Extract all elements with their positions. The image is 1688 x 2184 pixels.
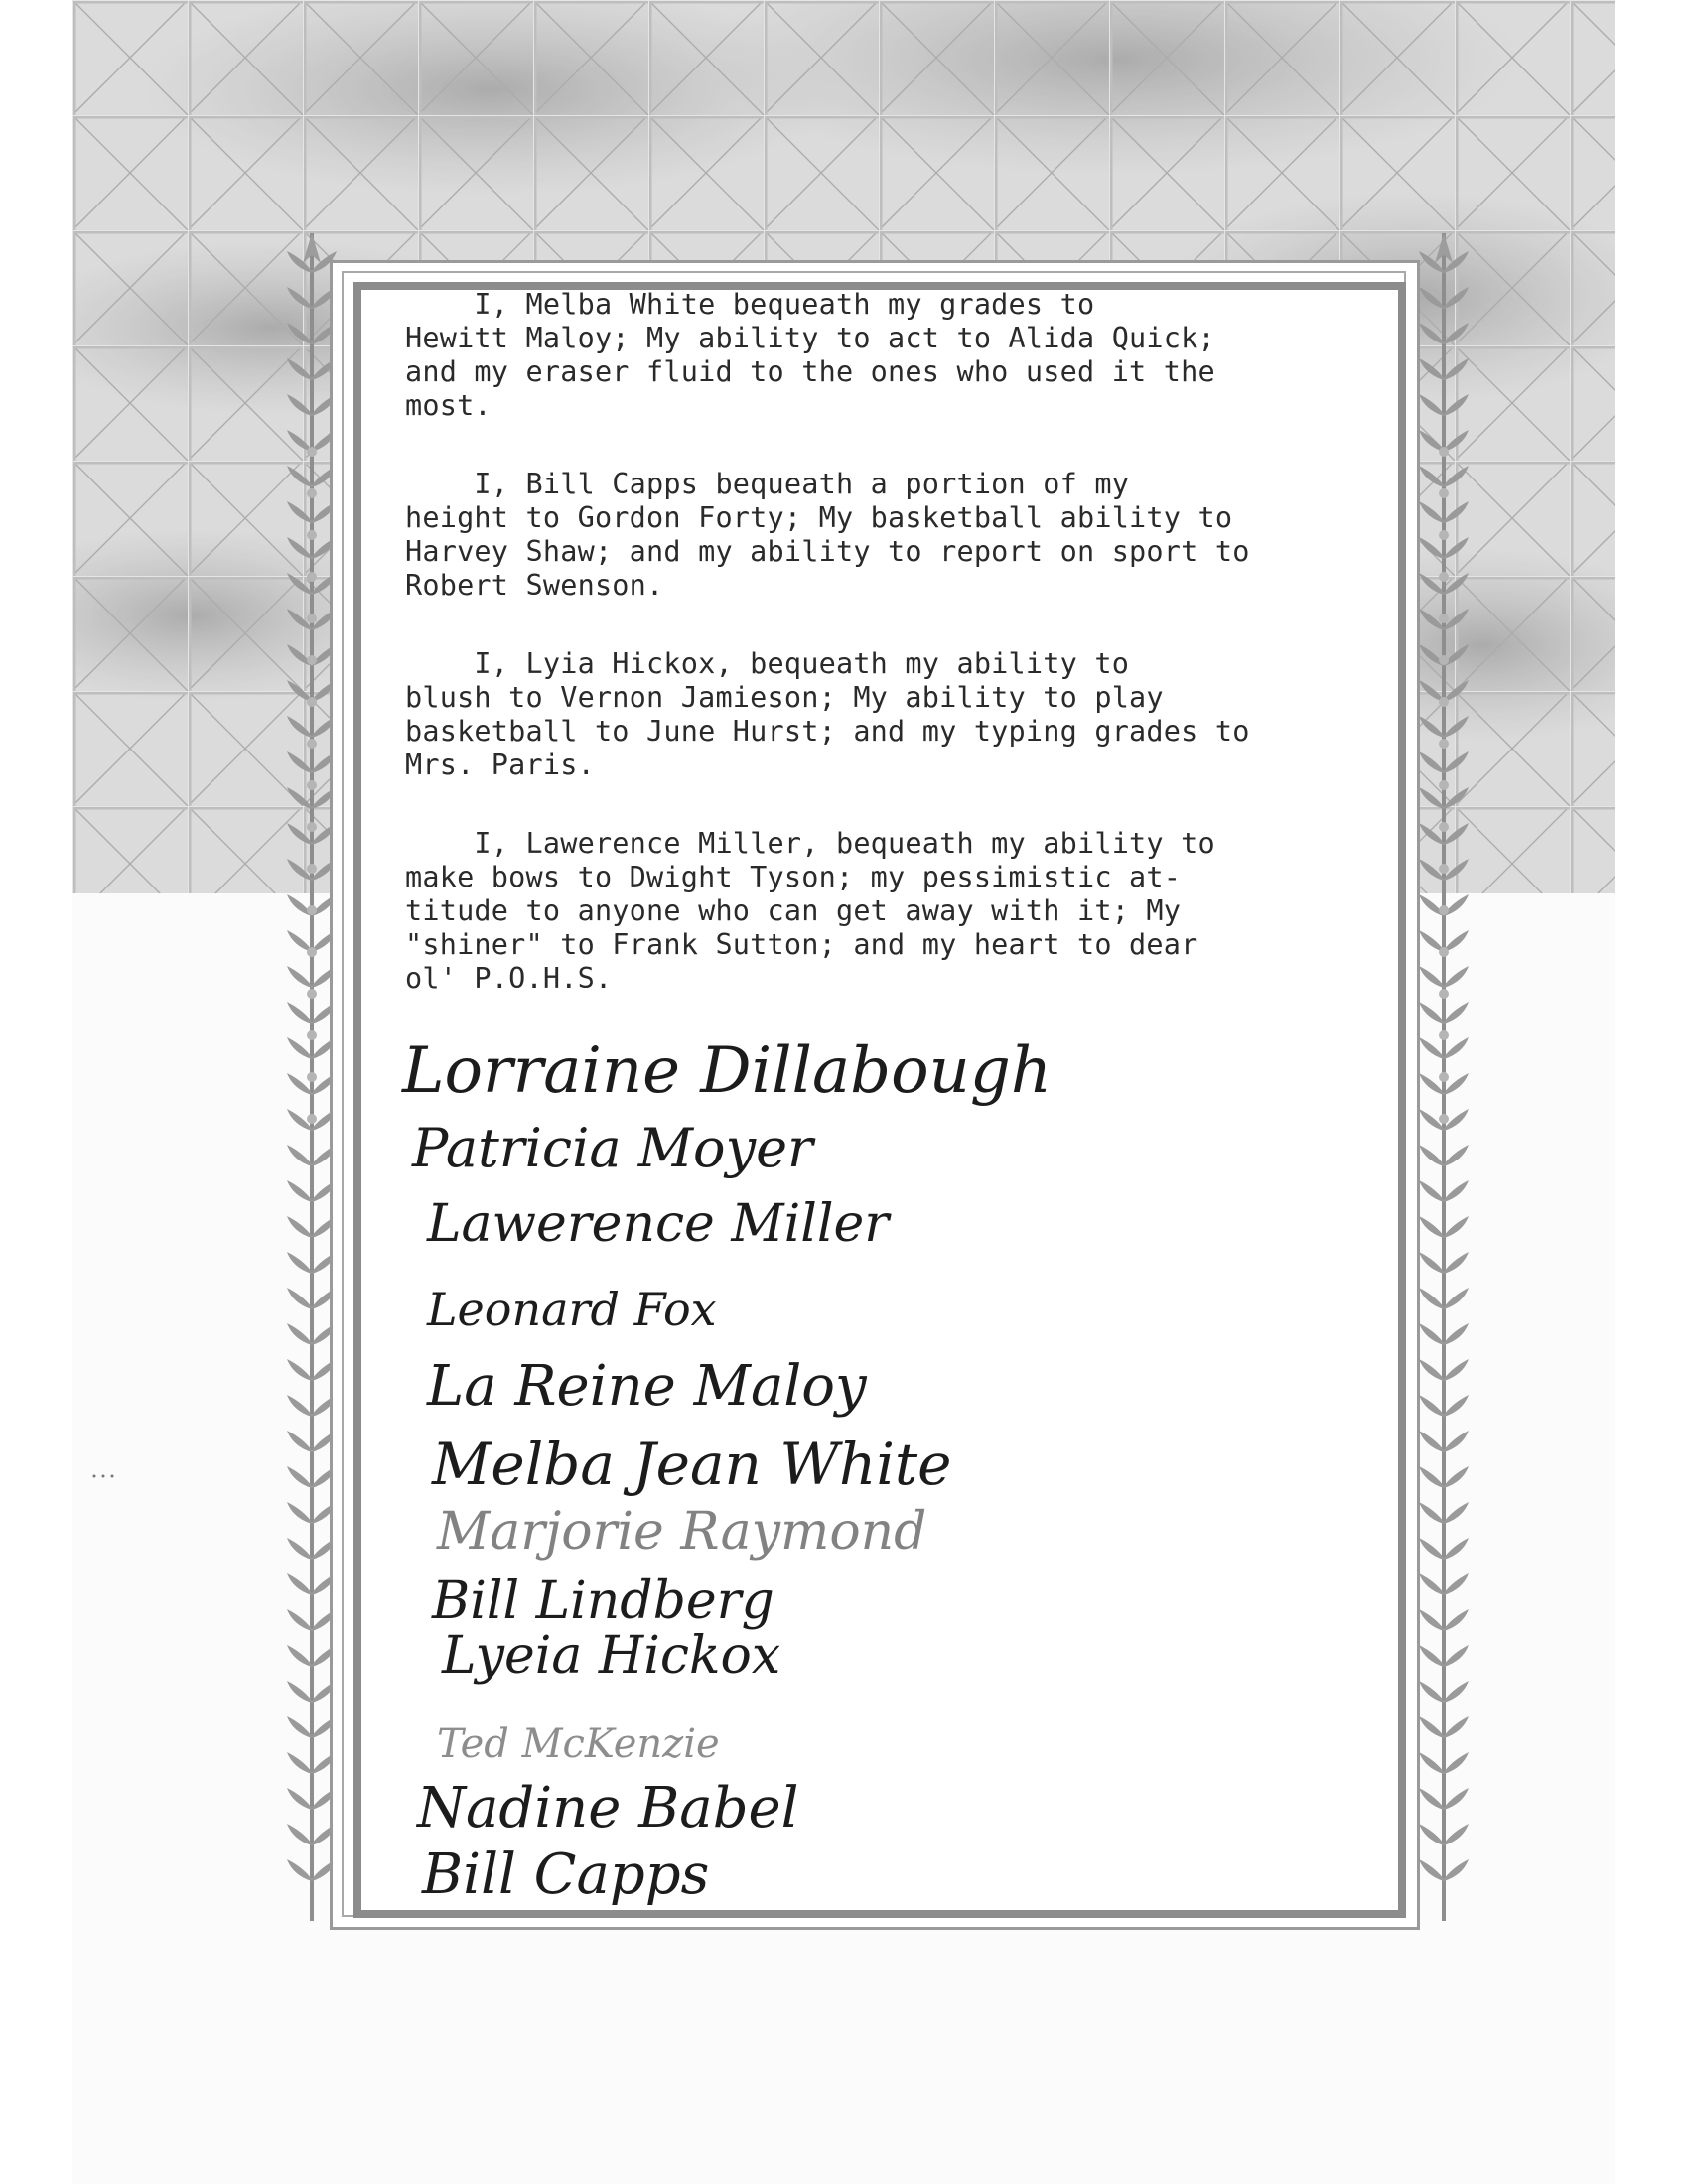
laurel-leaf: [1444, 501, 1469, 523]
laurel-leaf: [287, 1752, 312, 1774]
laurel-leaf: [287, 1288, 312, 1309]
laurel-leaf: [287, 751, 312, 773]
laurel-leaf: [1444, 1645, 1469, 1667]
laurel-leaf: [1444, 394, 1469, 416]
laurel-leaf: [287, 1002, 312, 1024]
laurel-leaf: [287, 1573, 312, 1595]
laurel-leaf: [287, 1252, 312, 1274]
signature: Patricia Moyer: [412, 1117, 813, 1179]
laurel-leaf: [287, 1037, 312, 1059]
signature: Bill Capps: [422, 1843, 710, 1907]
laurel-bead: [307, 1114, 317, 1124]
laurel-bead: [307, 614, 317, 623]
signature: Ted McKenzie: [437, 1721, 720, 1767]
laurel-bead: [1439, 572, 1449, 582]
laurel-leaf: [1444, 1788, 1469, 1810]
laurel-bead: [307, 530, 317, 540]
laurel-leaf: [287, 1323, 312, 1345]
laurel-bead: [307, 780, 317, 790]
laurel-bead: [307, 905, 317, 915]
laurel-leaf: [1444, 1466, 1469, 1488]
laurel-leaf: [287, 537, 312, 559]
laurel-bead: [307, 447, 317, 457]
laurel-leaf: [287, 1824, 312, 1845]
laurel-leaf: [287, 1681, 312, 1703]
signature: Leonard Fox: [427, 1283, 717, 1336]
laurel-bead: [1439, 739, 1449, 749]
laurel-leaf: [1444, 716, 1469, 738]
laurel-bead: [1439, 1072, 1449, 1082]
laurel-leaf: [1419, 287, 1444, 309]
signature-list: [397, 1037, 1370, 1911]
laurel-leaf: [1419, 1431, 1444, 1452]
laurel-leaf: [287, 323, 312, 344]
laurel-bead: [1439, 530, 1449, 540]
laurel-leaf: [1444, 1609, 1469, 1631]
laurel-bead: [1439, 614, 1449, 623]
laurel-leaf: [1444, 1216, 1469, 1238]
laurel-leaf: [1444, 287, 1469, 309]
laurel-border-right: [1415, 233, 1473, 1921]
laurel-leaf: [1419, 1824, 1444, 1845]
laurel-leaf: [1419, 394, 1444, 416]
laurel-leaf: [1419, 1359, 1444, 1381]
laurel-leaf: [1444, 1573, 1469, 1595]
laurel-leaf: [1419, 966, 1444, 988]
laurel-leaf: [287, 466, 312, 487]
laurel-leaf: [287, 358, 312, 380]
laurel-leaf: [287, 1716, 312, 1738]
laurel-bead: [1439, 447, 1449, 457]
laurel-leaf: [1419, 358, 1444, 380]
laurel-leaf: [1444, 1431, 1469, 1452]
laurel-bead: [1439, 1030, 1449, 1040]
laurel-leaf: [1419, 716, 1444, 738]
laurel-leaf: [1419, 1395, 1444, 1417]
laurel-leaf: [1419, 1859, 1444, 1881]
laurel-leaf: [287, 1466, 312, 1488]
laurel-leaf: [1419, 1752, 1444, 1774]
laurel-leaf: [287, 787, 312, 809]
laurel-leaf: [1444, 537, 1469, 559]
laurel-bead: [307, 1030, 317, 1040]
laurel-bead: [1439, 989, 1449, 999]
bequest-melba-white: I, Melba White bequeath my grades to Hewitt Maloy; My ability to act to Alida Quick; and my eraser fluid to the ones who used it the most.: [405, 288, 1215, 422]
laurel-leaf: [1419, 1288, 1444, 1309]
laurel-bead: [307, 1072, 317, 1082]
laurel-bead: [1439, 488, 1449, 498]
laurel-leaf: [287, 1538, 312, 1560]
laurel-leaf: [1444, 1002, 1469, 1024]
laurel-bead: [1439, 655, 1449, 665]
laurel-leaf: [1419, 1037, 1444, 1059]
laurel-leaf: [1419, 1323, 1444, 1345]
laurel-leaf: [287, 1180, 312, 1202]
bequest-bill-capps: I, Bill Capps bequeath a portion of my height to Gordon Forty; My basketball ability to Harvey Shaw; and my ability to report on sport to Robert Swenson.: [405, 468, 1250, 602]
laurel-bead: [1439, 864, 1449, 874]
laurel-leaf: [1444, 787, 1469, 809]
laurel-leaf: [1444, 1323, 1469, 1345]
signature: Lawerence Miller: [427, 1194, 890, 1254]
laurel-bead: [307, 822, 317, 832]
laurel-leaf: [1444, 1502, 1469, 1524]
laurel-leaf: [1419, 1788, 1444, 1810]
handwritten-signatures: [397, 1037, 1370, 1911]
laurel-leaf: [1444, 358, 1469, 380]
laurel-bead: [1439, 822, 1449, 832]
laurel-leaf: [1444, 751, 1469, 773]
laurel-leaf: [1419, 1502, 1444, 1524]
laurel-bead: [1439, 780, 1449, 790]
typed-text-block: [405, 288, 1408, 1040]
laurel-leaf: [287, 1859, 312, 1881]
signature: Bill Lindberg: [432, 1571, 774, 1631]
laurel-leaf: [1444, 1288, 1469, 1309]
laurel-leaf: [287, 1145, 312, 1166]
laurel-leaf: [287, 966, 312, 988]
laurel-leaf: [1419, 1252, 1444, 1274]
laurel-leaf: [1419, 1573, 1444, 1595]
laurel-bead: [1439, 697, 1449, 707]
laurel-leaf: [1419, 537, 1444, 559]
laurel-leaf: [287, 1216, 312, 1238]
laurel-leaf: [1419, 1145, 1444, 1166]
laurel-leaf: [1419, 501, 1444, 523]
laurel-leaf: [1419, 1180, 1444, 1202]
laurel-leaf: [1419, 323, 1444, 344]
laurel-bead: [307, 864, 317, 874]
laurel-bead: [307, 947, 317, 957]
laurel-bead: [1439, 905, 1449, 915]
laurel-leaf: [1419, 1538, 1444, 1560]
scan-speck: [91, 1474, 115, 1478]
laurel-leaf: [1444, 1859, 1469, 1881]
laurel-leaf: [1444, 1752, 1469, 1774]
laurel-leaf: [287, 1359, 312, 1381]
laurel-leaf: [1419, 1716, 1444, 1738]
laurel-leaf: [287, 1502, 312, 1524]
laurel-leaf: [1444, 1037, 1469, 1059]
laurel-leaf: [1444, 1359, 1469, 1381]
laurel-leaf: [287, 1788, 312, 1810]
bequest-lyia-hickox: I, Lyia Hickox, bequeath my ability to blush to Vernon Jamieson; My ability to play basketball to June Hurst; and my typing grades to Mrs. Paris.: [405, 647, 1250, 781]
laurel-bead: [307, 739, 317, 749]
laurel-leaf: [1419, 1002, 1444, 1024]
laurel-leaf: [1419, 1645, 1444, 1667]
laurel-bead: [307, 572, 317, 582]
laurel-bead: [307, 989, 317, 999]
laurel-leaf: [287, 1609, 312, 1631]
laurel-leaf: [287, 1431, 312, 1452]
laurel-leaf: [1444, 1395, 1469, 1417]
laurel-leaf: [1444, 966, 1469, 988]
laurel-leaf: [1419, 1609, 1444, 1631]
laurel-leaf: [287, 716, 312, 738]
laurel-leaf: [1444, 1252, 1469, 1274]
laurel-leaf: [287, 394, 312, 416]
laurel-leaf: [1444, 1824, 1469, 1845]
laurel-bead: [1439, 1114, 1449, 1124]
laurel-leaf: [1444, 1716, 1469, 1738]
signature: Marjorie Raymond: [437, 1502, 927, 1562]
laurel-leaf: [1419, 1681, 1444, 1703]
laurel-bead: [307, 697, 317, 707]
laurel-leaf: [1419, 1466, 1444, 1488]
laurel-leaf: [1419, 1216, 1444, 1238]
signature: La Reine Maloy: [427, 1354, 867, 1419]
laurel-leaf: [287, 287, 312, 309]
laurel-leaf: [1444, 323, 1469, 344]
signature: Lorraine Dillabough: [402, 1037, 1053, 1108]
signature: Melba Jean White: [432, 1431, 952, 1498]
bequest-lawerence-miller: I, Lawerence Miller, bequeath my ability to make bows to Dwight Tyson; my pessimistic at- titude to anyone who can get away with it; My "shiner" to Frank Sutton; and my heart to dear ol' P.O.H.S.: [405, 827, 1215, 995]
laurel-leaf: [287, 1645, 312, 1667]
laurel-leaf: [1419, 787, 1444, 809]
laurel-leaf: [1419, 466, 1444, 487]
laurel-leaf: [1444, 1145, 1469, 1166]
laurel-leaf: [1444, 1681, 1469, 1703]
signature: Lyeia Hickox: [442, 1626, 781, 1686]
laurel-bead: [307, 488, 317, 498]
laurel-leaf: [287, 501, 312, 523]
laurel-leaf: [1419, 751, 1444, 773]
laurel-leaf: [1444, 466, 1469, 487]
laurel-leaf: [1444, 1538, 1469, 1560]
laurel-leaf: [1444, 1180, 1469, 1202]
laurel-bead: [307, 655, 317, 665]
laurel-bead: [1439, 947, 1449, 957]
signature: Nadine Babel: [417, 1776, 799, 1841]
laurel-leaf: [287, 1395, 312, 1417]
